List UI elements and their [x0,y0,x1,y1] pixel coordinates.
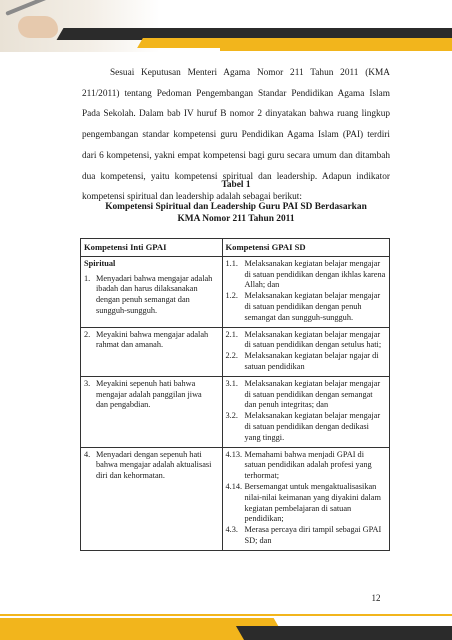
gpai-item [226,330,387,352]
gpai-text: Melaksanakan kegiatan belajar ngajar di satuan pendidikan [244,351,379,371]
gpai-item [226,525,387,547]
table-header-row [81,239,390,257]
gpai-text: Bersemangat untuk mengaktualisasikan nilai-nilai keimanan yang diyakini dalam kegiatan pembelajaran di satuan pendidikan; [244,481,381,524]
gpai-cell [222,447,390,550]
header-writing-photo [0,0,160,52]
gpai-item [226,259,387,291]
inti-cell [81,256,223,327]
inti-number: 4. [84,449,91,459]
table-row [81,256,390,327]
pen-icon [5,0,71,16]
gpai-number: 3.1. [225,378,238,388]
footer-stripe-dark [236,626,452,640]
table-caption: Tabel 1 [221,180,251,190]
gpai-cell [222,327,390,376]
table-row [81,327,390,376]
gpai-number: 4.14. [225,481,243,491]
header-kompetensi-inti: Kompetensi Inti GPAI [81,239,223,257]
intro-paragraph: Sesuai Keputusan Menteri Agama Nomor 211 Tahun 2011 (KMA 211/2011) tentang Pedoman Pengembangan Standar Pendidikan Agama Islam Pada Sekolah. Dalam bab IV huruf B nomor 2 dinyatakan bahwa ruang lingkup pengembangan standar kompetensi guru Pendidikan Agama Islam (PAI) terdiri dari 6 kompetensi, yakni empat kompetensi bagi guru secara umum dan ditambah dua kompetensi, yaitu kompetensi spiritual dan leadership. Adapun indikator kompetensi spiritual dan leadership adalah sebagai berikut: [82,68,390,203]
header-decoration [0,0,452,62]
inti-text: Menyadari bahwa mengajar adalah ibadah dan harus dilaksanakan dengan penuh semangat dan sungguh-sungguh. [96,273,213,315]
gpai-item [226,411,387,443]
inti-text: Meyakini sepenuh hati bahwa mengajar adalah panggilan jiwa dan pengabdian. [96,378,202,410]
footer-line [0,614,452,616]
gpai-cell [222,256,390,327]
gpai-number: 3.2. [225,411,238,421]
gpai-item [226,291,387,323]
table-row [81,447,390,550]
inti-cell [81,447,223,550]
gpai-item [226,450,387,482]
gpai-item [226,482,387,525]
inti-item [84,450,219,482]
inti-item [84,379,219,411]
section-label: Spiritual [84,258,116,268]
inti-text: Menyadari dengan sepenuh hati bahwa mengajar adalah aktualisasi diri dan kehormatan. [96,449,212,481]
gpai-text: Melaksanakan kegiatan belajar mengajar di satuan pendidikan dengan setulus hati; [244,329,382,350]
inti-number: 2. [84,329,91,339]
gpai-text: Merasa percaya diri tampil sebagai GPAI SD; dan [244,525,382,545]
gpai-number: 2.1. [225,329,238,339]
kompetensi-table [80,238,390,551]
header-kompetensi-gpai: Kompetensi GPAI SD [222,239,390,257]
inti-item [84,330,219,352]
gpai-text: Melaksanakan kegiatan belajar mengajar di satuan pendidikan dengan semangat dan penuh integritas; dan [244,378,381,410]
inti-number: 3. [84,378,91,388]
footer-decoration [0,596,452,640]
inti-text: Meyakini bahwa mengajar adalah rahmat dan amanah. [96,329,209,350]
table-row [81,376,390,447]
gpai-text: Melaksanakan kegiatan belajar mengajar di satuan pendidikan dengan penuh semangat dan sungguh-sungguh. [244,291,381,322]
gpai-number: 1.1. [225,258,238,268]
gpai-number: 4.13. [225,449,243,459]
gpai-number: 2.2. [225,351,238,361]
page-number: 12 [371,593,381,603]
table-body [81,256,390,550]
inti-item [84,274,219,317]
table-title: Kompetensi Spiritual dan Leadership Guru PAI SD Berdasarkan KMA Nomor 211 Tahun 2011 [105,202,367,224]
gpai-text: Melaksanakan kegiatan belajar mengajar di satuan pendidikan dengan ikhlas karena Allah; dan [244,258,386,290]
gpai-text: Melaksanakan kegiatan belajar mengajar di satuan pendidikan dengan dedikasi yang tinggi. [244,411,381,442]
gpai-cell [222,376,390,447]
gpai-number: 1.2. [225,291,238,301]
header-stripe-gold [137,38,452,48]
header-stripe-thin [220,48,452,51]
inti-cell [81,376,223,447]
inti-cell [81,327,223,376]
gpai-item [226,351,387,373]
gpai-number: 4.3. [225,525,238,535]
inti-number: 1. [84,273,91,283]
hand-icon [18,16,58,38]
gpai-text: Memahami bahwa menjadi GPAI di satuan pendidikan adalah profesi yang terhormat; [244,449,372,481]
gpai-item [226,379,387,411]
